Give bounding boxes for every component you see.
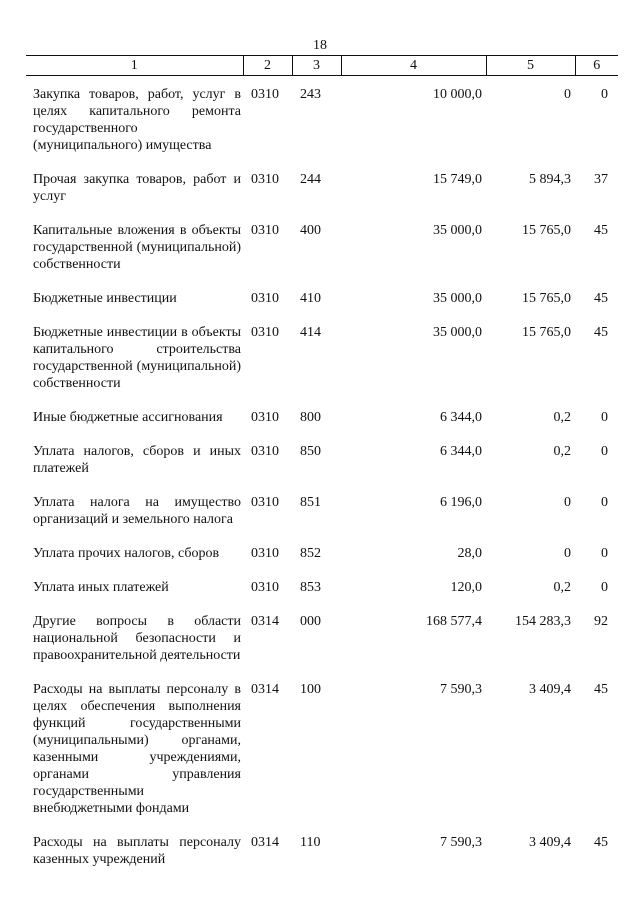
- row-name: Уплата прочих налогов, сборов: [33, 546, 220, 561]
- table-row: [26, 222, 618, 290]
- row-actual-value: 5 894,3: [529, 172, 571, 187]
- table-header: [26, 56, 618, 76]
- table-row: [26, 681, 618, 834]
- row-name: Иные бюджетные ассигнования: [33, 410, 223, 425]
- row-expense-code: 244: [300, 172, 321, 187]
- row-expense-code: 100: [300, 682, 321, 697]
- row-expense-code: 243: [300, 87, 321, 102]
- row-plan-value: 6 344,0: [440, 444, 482, 459]
- row-plan-value: 28,0: [457, 546, 482, 561]
- row-plan-value: 6 196,0: [440, 495, 482, 510]
- table-row: [26, 290, 618, 324]
- row-section-code: 0310: [251, 325, 279, 340]
- row-name: Закупка товаров, работ, услуг в целях капитального ремонта государственного (муниципального) имущества: [33, 87, 241, 153]
- row-plan-value: 10 000,0: [433, 87, 482, 102]
- table-row: [26, 443, 618, 494]
- row-percent: 45: [594, 325, 608, 340]
- row-section-code: 0310: [251, 444, 279, 459]
- column-header-2: 2: [243, 56, 292, 76]
- row-percent: 45: [594, 835, 608, 850]
- row-percent: 45: [594, 291, 608, 306]
- table-row: [26, 409, 618, 443]
- row-expense-code: 410: [300, 291, 321, 306]
- row-expense-code: 850: [300, 444, 321, 459]
- row-name: Бюджетные инвестиции: [33, 291, 177, 306]
- row-name: Капитальные вложения в объекты государственной (муниципальной) собственности: [33, 223, 241, 272]
- row-expense-code: 000: [300, 614, 321, 629]
- row-actual-value: 15 765,0: [522, 325, 571, 340]
- row-expense-code: 800: [300, 410, 321, 425]
- row-actual-value: 0: [564, 495, 571, 510]
- row-name: Расходы на выплаты персоналу в целях обеспечения выполнения функций государственными (муниципальными) органами, казенными учреждениями, органами управления государственными внебюджетными фондами: [33, 682, 241, 816]
- header-row: [26, 56, 618, 76]
- row-expense-code: 400: [300, 223, 321, 238]
- column-header-3: 3: [292, 56, 341, 76]
- row-actual-value: 0: [564, 546, 571, 561]
- row-section-code: 0310: [251, 495, 279, 510]
- row-percent: 0: [601, 87, 608, 102]
- row-name: Уплата налога на имущество организаций и земельного налога: [33, 495, 241, 527]
- row-name: Уплата налогов, сборов и иных платежей: [33, 444, 241, 476]
- row-plan-value: 35 000,0: [433, 291, 482, 306]
- row-actual-value: 0,2: [553, 410, 571, 425]
- row-name: Прочая закупка товаров, работ и услуг: [33, 172, 241, 204]
- row-plan-value: 6 344,0: [440, 410, 482, 425]
- row-plan-value: 7 590,3: [440, 835, 482, 850]
- column-header-1: 1: [26, 56, 243, 76]
- table-row: [26, 613, 618, 681]
- row-section-code: 0314: [251, 682, 279, 697]
- row-expense-code: 853: [300, 580, 321, 595]
- row-section-code: 0310: [251, 546, 279, 561]
- row-section-code: 0310: [251, 172, 279, 187]
- table-row: [26, 86, 618, 171]
- row-name: Другие вопросы в области национальной безопасности и правоохранительной деятельности: [33, 614, 241, 663]
- row-percent: 0: [601, 546, 608, 561]
- row-percent: 45: [594, 223, 608, 238]
- row-plan-value: 15 749,0: [433, 172, 482, 187]
- row-section-code: 0310: [251, 223, 279, 238]
- row-actual-value: 3 409,4: [529, 682, 571, 697]
- table-body: [26, 76, 618, 886]
- column-header-6: 6: [575, 56, 618, 76]
- row-section-code: 0314: [251, 614, 279, 629]
- row-actual-value: 15 765,0: [522, 223, 571, 238]
- row-section-code: 0310: [251, 580, 279, 595]
- table-row: [26, 324, 618, 409]
- page-number: 18: [313, 38, 327, 53]
- row-plan-value: 7 590,3: [440, 682, 482, 697]
- row-name: Бюджетные инвестиции в объекты капитального строительства государственной (муниципальной) собственности: [33, 325, 241, 391]
- column-header-5: 5: [486, 56, 575, 76]
- row-section-code: 0310: [251, 291, 279, 306]
- row-actual-value: 3 409,4: [529, 835, 571, 850]
- row-percent: 0: [601, 410, 608, 425]
- row-section-code: 0310: [251, 87, 279, 102]
- row-percent: 45: [594, 682, 608, 697]
- table-row: [26, 494, 618, 545]
- row-actual-value: 15 765,0: [522, 291, 571, 306]
- row-actual-value: 154 283,3: [515, 614, 571, 629]
- budget-table: [26, 55, 618, 885]
- row-percent: 0: [601, 444, 608, 459]
- row-section-code: 0310: [251, 410, 279, 425]
- row-expense-code: 851: [300, 495, 321, 510]
- row-percent: 37: [594, 172, 608, 187]
- row-expense-code: 852: [300, 546, 321, 561]
- row-actual-value: 0,2: [553, 444, 571, 459]
- row-plan-value: 120,0: [450, 580, 482, 595]
- row-actual-value: 0: [564, 87, 571, 102]
- row-actual-value: 0,2: [553, 580, 571, 595]
- table-row: [26, 834, 618, 885]
- row-expense-code: 414: [300, 325, 321, 340]
- row-plan-value: 35 000,0: [433, 325, 482, 340]
- row-percent: 92: [594, 614, 608, 629]
- table-row: [26, 579, 618, 613]
- table-row: [26, 545, 618, 579]
- row-name: Расходы на выплаты персоналу казенных учреждений: [33, 835, 241, 867]
- table-row: [26, 171, 618, 222]
- row-percent: 0: [601, 580, 608, 595]
- row-expense-code: 110: [300, 835, 321, 850]
- row-plan-value: 35 000,0: [433, 223, 482, 238]
- row-plan-value: 168 577,4: [426, 614, 482, 629]
- row-name: Уплата иных платежей: [33, 580, 169, 595]
- column-header-4: 4: [341, 56, 486, 76]
- row-percent: 0: [601, 495, 608, 510]
- row-section-code: 0314: [251, 835, 279, 850]
